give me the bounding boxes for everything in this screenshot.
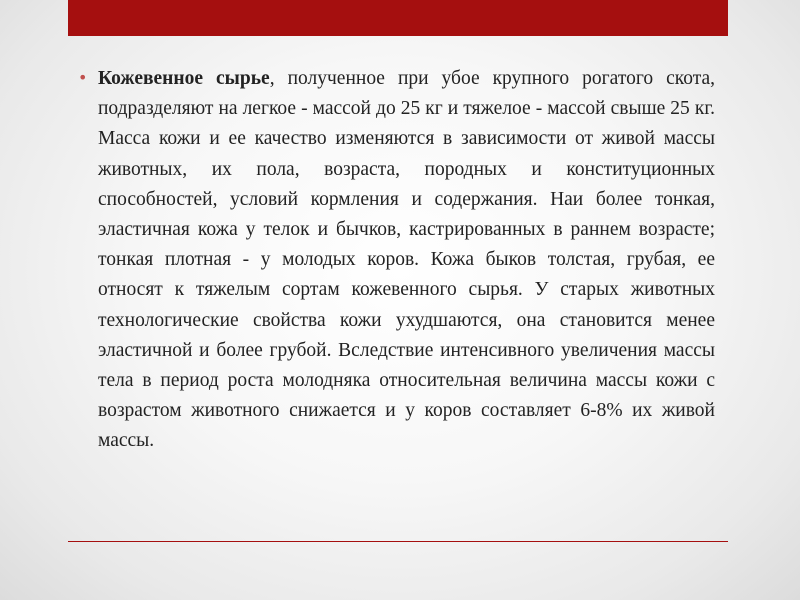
bottom-rule <box>68 541 728 542</box>
lead-term: Кожевенное сырье <box>98 68 270 89</box>
paragraph-body: , полученное при убое крупного рогатого скота, подразделяют на легкое - массой до 25 кг и тяжелое - массой свыше 25 кг. Масса кожи и ее качество изменяются в зависимости от живой массы животных, их пола, возраста, породных и конституционных способностей, условий кормления и содержания. Наи более тонкая, эластичная кожа у телок и бычков, кастрированных в раннем возрасте; тонкая плотная - у молодых коров. Кожа быков толстая, грубая, ее относят к тяжелым сортам кожевенного сырья. У старых животных технологические свойства кожи ухудшаются, она становится менее эластичной и более грубой. Вследствие интенсивного увеличения массы тела в период роста молодняка относительная величина массы кожи с возрастом животного снижается и у коров составляет 6-8% их живой массы. <box>98 68 715 452</box>
header-bar <box>68 0 728 36</box>
bullet-icon: • <box>78 68 88 87</box>
body-paragraph <box>98 64 715 457</box>
content-area <box>78 64 718 457</box>
